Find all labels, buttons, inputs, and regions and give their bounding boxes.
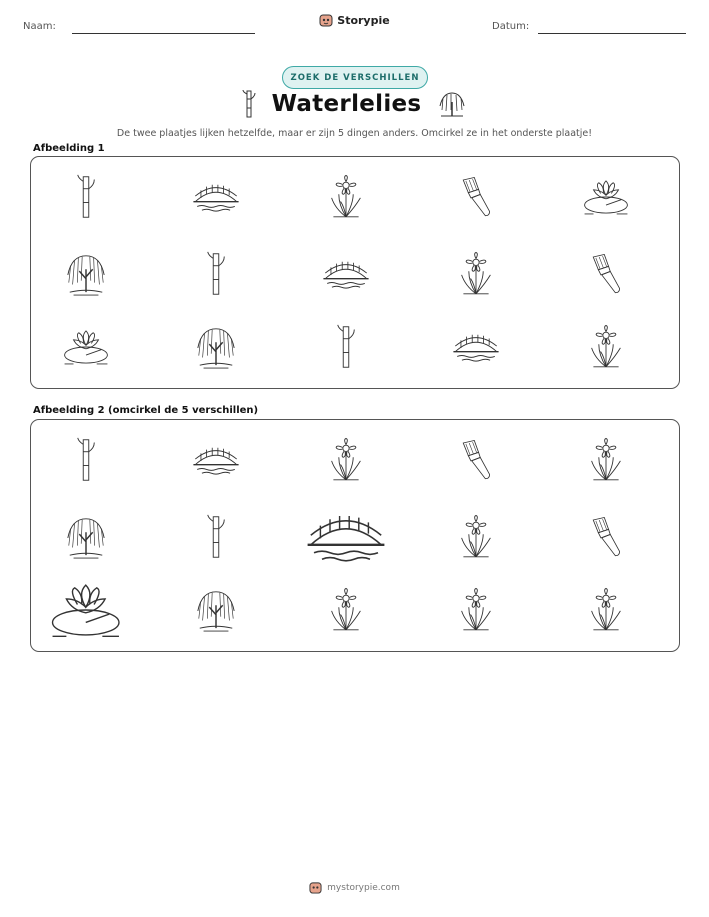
footer bbox=[0, 881, 709, 894]
bamboo-icon[interactable] bbox=[176, 507, 256, 567]
willow-tree-icon[interactable] bbox=[176, 580, 256, 640]
date-field[interactable] bbox=[538, 33, 686, 34]
willow-tree-icon bbox=[437, 90, 467, 118]
daffodil-icon bbox=[436, 244, 516, 304]
daffodil-icon[interactable] bbox=[306, 430, 386, 490]
bamboo-icon bbox=[306, 317, 386, 377]
daffodil-icon[interactable] bbox=[566, 430, 646, 490]
bridge-icon bbox=[306, 244, 386, 304]
paintbrush-icon bbox=[436, 167, 516, 227]
bridge-icon bbox=[436, 317, 516, 377]
brand-name: Storypie bbox=[337, 13, 390, 27]
paintbrush-icon bbox=[566, 244, 646, 304]
daffodil-icon bbox=[566, 317, 646, 377]
panel2-label: Afbeelding 2 (omcirkel de 5 verschillen) bbox=[33, 405, 259, 416]
date-label: Datum: bbox=[492, 21, 530, 32]
brand-logo bbox=[0, 13, 709, 27]
page-title: Waterlelies bbox=[271, 91, 422, 117]
instructions: De twee plaatjes lijken hetzelfde, maar er zijn 5 dingen anders. Omcirkel ze in het onderste plaatje! bbox=[116, 128, 593, 139]
daffodil-icon[interactable] bbox=[306, 580, 386, 640]
storypie-mascot-icon bbox=[309, 881, 322, 894]
bridge-icon[interactable] bbox=[176, 430, 256, 490]
footer-url: mystorypie.com bbox=[327, 882, 400, 893]
water-lily-icon[interactable] bbox=[46, 580, 126, 640]
willow-tree-icon bbox=[46, 244, 126, 304]
picture-panel-1 bbox=[30, 156, 680, 389]
panel1-label: Afbeelding 1 bbox=[33, 143, 105, 154]
bamboo-icon[interactable] bbox=[46, 430, 126, 490]
daffodil-icon[interactable] bbox=[436, 580, 516, 640]
bridge-icon[interactable] bbox=[306, 507, 386, 567]
paintbrush-icon[interactable] bbox=[436, 430, 516, 490]
bamboo-icon bbox=[242, 89, 256, 119]
title-row bbox=[0, 89, 709, 119]
paintbrush-icon[interactable] bbox=[566, 507, 646, 567]
water-lily-icon bbox=[46, 317, 126, 377]
storypie-mascot-icon bbox=[319, 13, 333, 27]
bamboo-icon bbox=[176, 244, 256, 304]
willow-tree-icon bbox=[176, 317, 256, 377]
bamboo-icon bbox=[46, 167, 126, 227]
water-lily-icon bbox=[566, 167, 646, 227]
name-field[interactable] bbox=[72, 33, 255, 34]
bridge-icon bbox=[176, 167, 256, 227]
daffodil-icon[interactable] bbox=[566, 580, 646, 640]
daffodil-icon bbox=[306, 167, 386, 227]
willow-tree-icon[interactable] bbox=[46, 507, 126, 567]
picture-panel-2[interactable] bbox=[30, 419, 680, 652]
category-pill: ZOEK DE VERSCHILLEN bbox=[282, 66, 428, 89]
name-label: Naam: bbox=[23, 21, 56, 32]
daffodil-icon[interactable] bbox=[436, 507, 516, 567]
